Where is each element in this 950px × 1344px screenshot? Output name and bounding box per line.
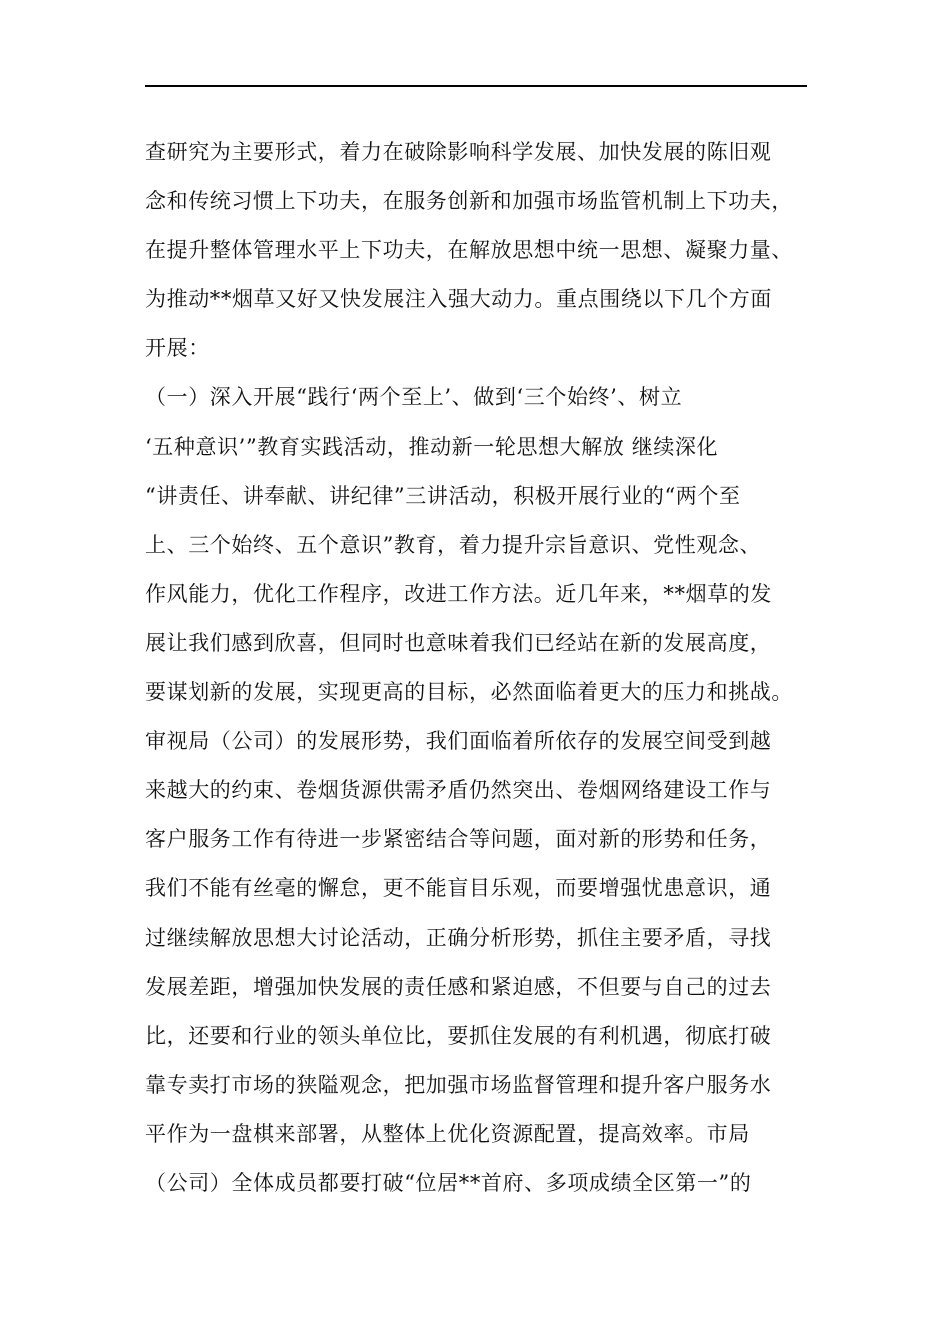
body-text <box>145 128 815 1208</box>
text-line: （公司）全体成员都要打破“位居**首府、多项成绩全区第一”的 <box>145 1170 752 1195</box>
text-line: 过继续解放思想大讨论活动，正确分析形势，抓住主要矛盾，寻找 <box>145 925 772 950</box>
text-line: 查研究为主要形式，着力在破除影响科学发展、加快发展的陈旧观 <box>145 140 772 164</box>
text-line: 平作为一盘棋来部署，从整体上优化资源配置，提高效率。市局 <box>145 1121 750 1146</box>
text-line: 念和传统习惯上下功夫，在服务创新和加强市场监管机制上下功夫， <box>145 189 793 214</box>
text-line: 开展： <box>145 336 210 361</box>
text-line: 上、三个始终、五个意识”教育，着力提升宗旨意识、党性观念、 <box>145 532 762 557</box>
text-line: 客户服务工作有待进一步紧密结合等问题，面对新的形势和任务， <box>145 827 772 852</box>
text-line: 比，还要和行业的领头单位比，要抓住发展的有利机遇，彻底打破 <box>145 1023 772 1048</box>
text-line: 来越大的约束、卷烟货源供需矛盾仍然突出、卷烟网络建设工作与 <box>145 778 772 803</box>
text-line: 要谋划新的发展，实现更高的目标，必然面临着更大的压力和挑战。 <box>145 680 793 705</box>
text-line: 我们不能有丝毫的懈怠，更不能盲目乐观，而要增强忧患意识，通 <box>145 876 772 901</box>
text-line: 展让我们感到欣喜，但同时也意味着我们已经站在新的发展高度， <box>145 630 772 655</box>
text-line: “讲责任、讲奉献、讲纪律”三讲活动，积极开展行业的“两个至 <box>145 483 741 508</box>
text-line: ‘五种意识’”教育实践活动，推动新一轮思想大解放 继续深化 <box>145 434 719 459</box>
text-line: 作风能力，优化工作程序，改进工作方法。近几年来，**烟草的发 <box>145 581 772 606</box>
text-line: 靠专卖打市场的狭隘观念，把加强市场监督管理和提升客户服务水 <box>145 1072 772 1097</box>
text-line: 在提升整体管理水平上下功夫，在解放思想中统一思想、凝聚力量、 <box>145 238 793 263</box>
text-line: 发展差距，增强加快发展的责任感和紧迫感，不但要与自己的过去 <box>145 974 772 999</box>
text-line: 审视局（公司）的发展形势，我们面临着所依存的发展空间受到越 <box>145 729 772 754</box>
text-line: （一）深入开展“践行‘两个至上’、做到‘三个始终’、树立 <box>145 385 683 410</box>
text-line: 为推动**烟草又好又快发展注入强大动力。重点围绕以下几个方面 <box>145 287 772 312</box>
header-rule <box>145 85 807 87</box>
